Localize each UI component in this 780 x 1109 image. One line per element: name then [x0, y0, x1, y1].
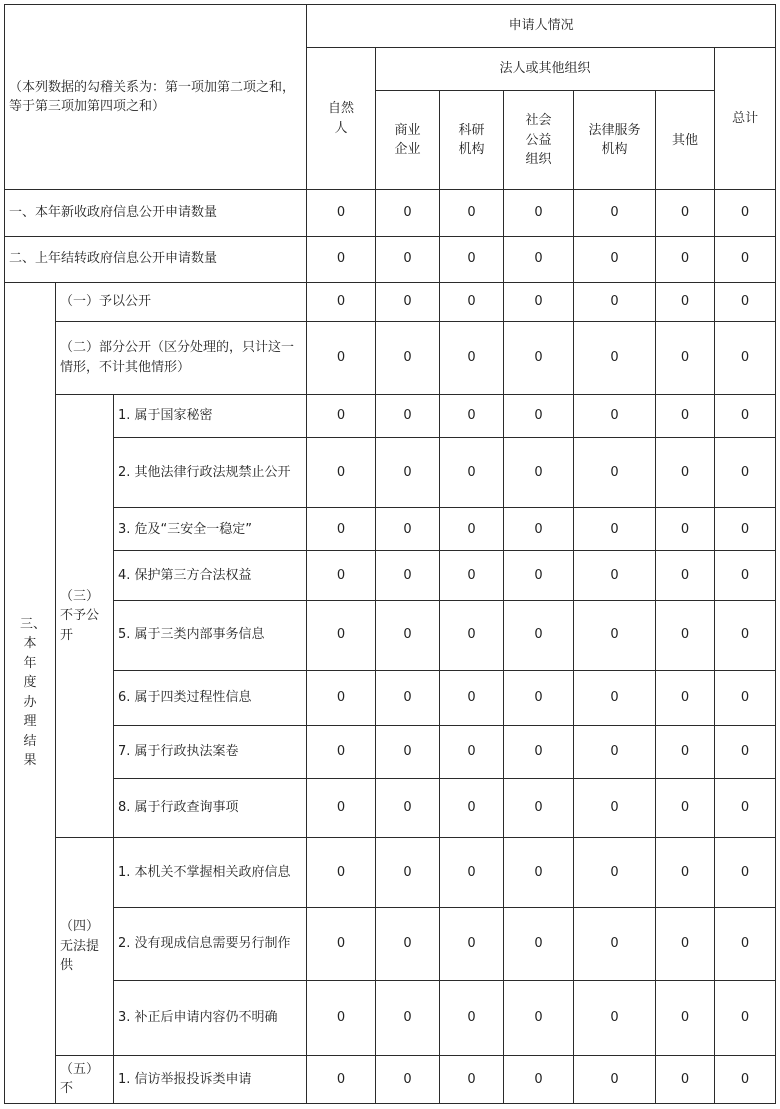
cell-value: 0: [504, 508, 574, 551]
cell-value: 0: [307, 779, 376, 838]
row-label-petition-complaint: 1. 信访举报投诉类申请: [114, 1055, 307, 1103]
cell-value: 0: [307, 980, 376, 1055]
cell-value: 0: [376, 236, 440, 282]
cell-value: 0: [504, 282, 574, 321]
table-row: [5, 600, 776, 670]
cell-value: 0: [307, 508, 376, 551]
cell-value: 0: [440, 321, 504, 394]
row-label-third-party: 4. 保护第三方合法权益: [114, 551, 307, 600]
cell-value: 0: [504, 395, 574, 438]
cell-value: 0: [656, 779, 715, 838]
cell-value: 0: [715, 508, 776, 551]
cell-value: 0: [574, 600, 656, 670]
cell-value: 0: [715, 190, 776, 236]
cell-value: 0: [376, 282, 440, 321]
cell-value: 0: [376, 438, 440, 508]
table-row: [5, 438, 776, 508]
header-natural-person: 自然人: [307, 48, 376, 190]
cell-value: 0: [504, 551, 574, 600]
cell-value: 0: [656, 190, 715, 236]
cell-value: 0: [574, 838, 656, 908]
cell-value: 0: [715, 551, 776, 600]
cell-value: 0: [440, 908, 504, 980]
cell-value: 0: [440, 551, 504, 600]
cell-value: 0: [376, 395, 440, 438]
cell-value: 0: [307, 190, 376, 236]
cell-value: 0: [574, 282, 656, 321]
cell-value: 0: [440, 508, 504, 551]
cell-value: 0: [656, 908, 715, 980]
cell-value: 0: [504, 670, 574, 725]
cell-value: 0: [504, 438, 574, 508]
cell-value: 0: [504, 600, 574, 670]
row-label-enforcement-files: 7. 属于行政执法案卷: [114, 725, 307, 778]
cell-value: 0: [715, 670, 776, 725]
cell-value: 0: [715, 600, 776, 670]
cell-value: 0: [307, 908, 376, 980]
cell-value: 0: [376, 980, 440, 1055]
info-disclosure-table: [4, 4, 776, 1104]
table-row: [5, 838, 776, 908]
cell-value: 0: [504, 1055, 574, 1103]
table-row: [5, 779, 776, 838]
cell-value: 0: [656, 1055, 715, 1103]
table-row: [5, 321, 776, 394]
cell-value: 0: [376, 508, 440, 551]
cell-value: 0: [440, 438, 504, 508]
cell-value: 0: [504, 236, 574, 282]
row-label-three-security: 3. 危及“三安全一稳定”: [114, 508, 307, 551]
header-research: 科研机构: [440, 91, 504, 190]
cell-value: 0: [574, 508, 656, 551]
group-not-disclosed: （三）不予公开: [56, 395, 114, 838]
cell-value: 0: [376, 321, 440, 394]
cell-value: 0: [715, 282, 776, 321]
table-row: [5, 551, 776, 600]
cell-value: 0: [307, 551, 376, 600]
table-row: [5, 1055, 776, 1103]
row-label-disclosed: （一）予以公开: [56, 282, 307, 321]
cell-value: 0: [376, 725, 440, 778]
cell-value: 0: [656, 236, 715, 282]
table-row: [5, 508, 776, 551]
table-row: [5, 908, 776, 980]
cell-value: 0: [376, 551, 440, 600]
cell-value: 0: [307, 725, 376, 778]
cell-value: 0: [376, 779, 440, 838]
cell-value: 0: [656, 321, 715, 394]
header-applicant-situation: 申请人情况: [307, 5, 776, 48]
cell-value: 0: [307, 1055, 376, 1103]
cell-value: 0: [574, 725, 656, 778]
table-row: [5, 395, 776, 438]
cell-value: 0: [376, 1055, 440, 1103]
cell-value: 0: [307, 600, 376, 670]
cell-value: 0: [307, 282, 376, 321]
header-other: 其他: [656, 91, 715, 190]
cell-value: 0: [376, 908, 440, 980]
cell-value: 0: [440, 725, 504, 778]
section3-label: 三、本年度办理结果: [5, 282, 56, 1103]
cell-value: 0: [504, 908, 574, 980]
cell-value: 0: [440, 600, 504, 670]
cell-value: 0: [574, 438, 656, 508]
cell-value: 0: [574, 779, 656, 838]
row-label-partially-disclosed: （二）部分公开（区分处理的，只计这一情形，不计其他情形）: [56, 321, 307, 394]
cell-value: 0: [715, 908, 776, 980]
cell-value: 0: [656, 600, 715, 670]
cell-value: 0: [440, 980, 504, 1055]
header-legal-service: 法律服务机构: [574, 91, 656, 190]
cell-value: 0: [376, 600, 440, 670]
header-legal-org: 法人或其他组织: [376, 48, 715, 91]
header-public-welfare: 社会公益组织: [504, 91, 574, 190]
row-label-internal-affairs: 5. 属于三类内部事务信息: [114, 600, 307, 670]
cell-value: 0: [656, 980, 715, 1055]
row-label-still-unclear: 3. 补正后申请内容仍不明确: [114, 980, 307, 1055]
cell-value: 0: [504, 779, 574, 838]
cell-value: 0: [574, 395, 656, 438]
row-label-new-requests: 一、本年新收政府信息公开申请数量: [5, 190, 307, 236]
cell-value: 0: [376, 838, 440, 908]
cell-value: 0: [307, 321, 376, 394]
cell-value: 0: [307, 395, 376, 438]
cell-value: 0: [440, 236, 504, 282]
cell-value: 0: [376, 670, 440, 725]
table-row: [5, 236, 776, 282]
row-label-law-prohibited: 2. 其他法律行政法规禁止公开: [114, 438, 307, 508]
cell-value: 0: [715, 438, 776, 508]
cell-value: 0: [715, 838, 776, 908]
cell-value: 0: [574, 908, 656, 980]
cell-value: 0: [440, 838, 504, 908]
cell-value: 0: [440, 670, 504, 725]
cell-value: 0: [574, 551, 656, 600]
cell-value: 0: [715, 395, 776, 438]
cell-value: 0: [440, 779, 504, 838]
cell-value: 0: [504, 190, 574, 236]
cell-value: 0: [574, 670, 656, 725]
row-label-process-info: 6. 属于四类过程性信息: [114, 670, 307, 725]
row-label-needs-creation: 2. 没有现成信息需要另行制作: [114, 908, 307, 980]
table-row: [5, 190, 776, 236]
table-note: （本列数据的勾稽关系为：第一项加第二项之和，等于第三项加第四项之和）: [5, 5, 307, 190]
cell-value: 0: [504, 838, 574, 908]
table-row: [5, 670, 776, 725]
cell-value: 0: [440, 190, 504, 236]
cell-value: 0: [715, 980, 776, 1055]
cell-value: 0: [307, 438, 376, 508]
cell-value: 0: [715, 321, 776, 394]
cell-value: 0: [504, 980, 574, 1055]
table-row: [5, 282, 776, 321]
cell-value: 0: [504, 321, 574, 394]
cell-value: 0: [656, 551, 715, 600]
cell-value: 0: [440, 282, 504, 321]
cell-value: 0: [574, 190, 656, 236]
cell-value: 0: [376, 190, 440, 236]
table-row: [5, 725, 776, 778]
cell-value: 0: [574, 980, 656, 1055]
header-total: 总计: [715, 48, 776, 190]
cell-value: 0: [574, 236, 656, 282]
cell-value: 0: [307, 670, 376, 725]
cell-value: 0: [715, 779, 776, 838]
cell-value: 0: [656, 282, 715, 321]
table-row: [5, 980, 776, 1055]
cell-value: 0: [307, 236, 376, 282]
cell-value: 0: [656, 670, 715, 725]
cell-value: 0: [715, 1055, 776, 1103]
row-label-state-secret: 1. 属于国家秘密: [114, 395, 307, 438]
cell-value: 0: [656, 508, 715, 551]
cell-value: 0: [656, 725, 715, 778]
cell-value: 0: [715, 725, 776, 778]
row-label-not-held: 1. 本机关不掌握相关政府信息: [114, 838, 307, 908]
cell-value: 0: [656, 438, 715, 508]
cell-value: 0: [440, 395, 504, 438]
row-label-admin-query: 8. 属于行政查询事项: [114, 779, 307, 838]
cell-value: 0: [504, 725, 574, 778]
cell-value: 0: [307, 838, 376, 908]
cell-value: 0: [656, 395, 715, 438]
cell-value: 0: [440, 1055, 504, 1103]
cell-value: 0: [715, 236, 776, 282]
group-not-processed: （五）不: [56, 1055, 114, 1103]
row-label-carried-over: 二、上年结转政府信息公开申请数量: [5, 236, 307, 282]
header-commercial: 商业企业: [376, 91, 440, 190]
cell-value: 0: [656, 838, 715, 908]
cell-value: 0: [574, 1055, 656, 1103]
cell-value: 0: [574, 321, 656, 394]
group-unable-to-provide: （四）无法提供: [56, 838, 114, 1056]
